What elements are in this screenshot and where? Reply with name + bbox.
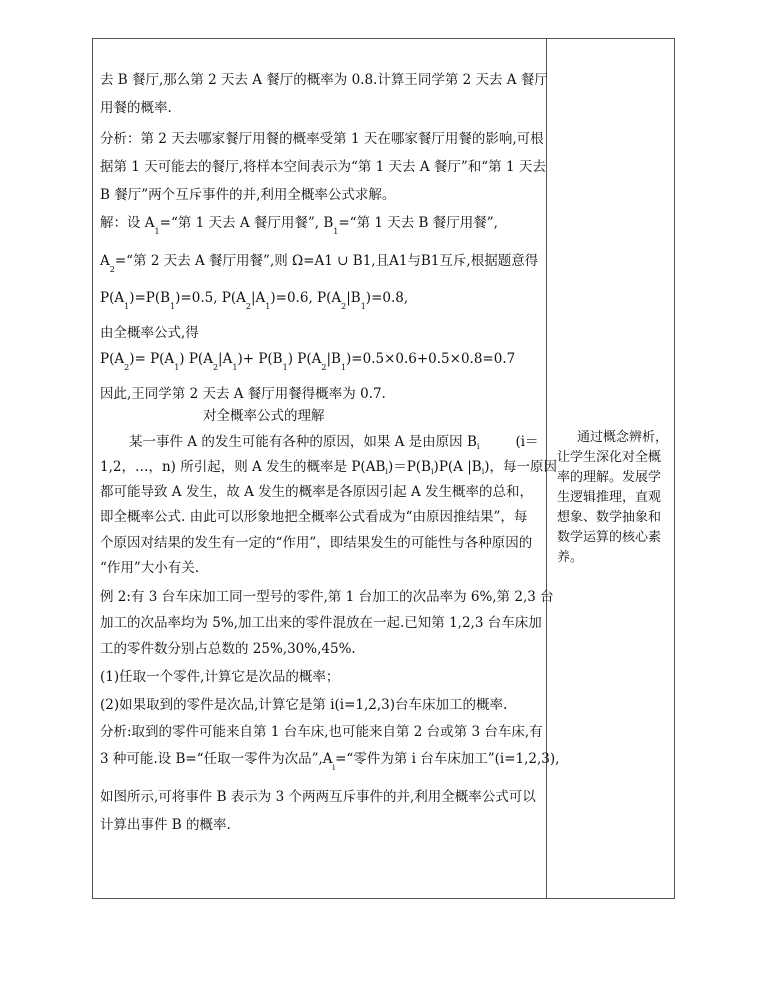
- text-run: |A: [250, 290, 266, 306]
- text-line: [100, 251, 538, 273]
- subscript: i: [476, 442, 480, 451]
- text-line: 即全概率公式. 由此可以形象地把全概率公式看成为“由原因推结果”，每: [100, 509, 528, 525]
- subscript: i: [332, 763, 336, 772]
- text-line: 加工的次品率均为 5%,加工出来的零件混放在一起.已知第 1,2,3 台车床加: [100, 615, 542, 631]
- text-line: 由全概率公式,得: [100, 325, 199, 341]
- text-run: )=0.5, P(A: [175, 290, 246, 306]
- text-line: 例 2:有 3 台车床加工同一型号的零件,第 1 台加工的次品率为 6%,第 2,3 台: [100, 589, 554, 605]
- text-run: )P(A |B: [433, 459, 482, 475]
- text-run: |A: [218, 351, 233, 367]
- text-line: [100, 457, 557, 479]
- subscript: 1: [232, 363, 238, 372]
- note-line: 生逻辑推理，直观: [557, 490, 662, 505]
- text-line: “作用”大小有关.: [100, 560, 200, 576]
- text-line: 工的零件数分别占总数的 25%,30%,45%.: [100, 641, 356, 657]
- text-run: =“零件为第 i 台车床加工”(i=1,2,3),: [335, 751, 560, 767]
- subscript: 2: [124, 363, 130, 372]
- subscript: 1: [265, 302, 271, 311]
- subscript: i: [385, 467, 388, 476]
- text-line: 因此,王同学第 2 天去 A 餐厅用餐得概率为 0.7.: [100, 386, 386, 402]
- text-run: |B: [346, 290, 361, 306]
- note-line: 养。: [557, 550, 584, 565]
- text-line: 据第 1 天可能去的餐厅,将样本空间表示为“第 1 天去 A 餐厅”和“第 1 天去: [100, 159, 546, 175]
- lesson-table: [92, 38, 675, 899]
- note-line: 通过概念辨析，: [577, 430, 669, 445]
- text-run: )，每一原因: [484, 459, 558, 475]
- subscript: 1: [360, 302, 366, 311]
- subscript: 1: [154, 227, 160, 236]
- text-line: [100, 213, 498, 235]
- text-run: =“第 1 天去 B 餐厅用餐”,: [338, 215, 498, 231]
- text-line: 分析:取到的零件可能来自第 1 台车床,也可能来自第 2 台或第 3 台车床,有: [100, 724, 543, 740]
- subscript: 2: [341, 302, 347, 311]
- note-line: 率的理解。发展学: [557, 470, 662, 485]
- subscript: 1: [170, 302, 176, 311]
- text-line: 个原因对结果的发生有一定的“作用”，即结果发生的可能性与各种原因的: [100, 535, 533, 551]
- text-line: [100, 749, 559, 771]
- subscript: 1: [174, 363, 180, 372]
- text-run: )= P(A: [129, 351, 175, 367]
- text-run: P(A: [100, 290, 125, 306]
- text-run: P(A: [100, 351, 125, 367]
- text-run: 某一事件 A 的发生可能有各种的原因，如果 A 是由原因 B: [129, 434, 477, 450]
- text-line: 用餐的概率.: [100, 100, 172, 116]
- subscript: 2: [212, 363, 219, 372]
- subscript: i: [481, 467, 485, 476]
- text-run: 解：设 A: [100, 215, 155, 231]
- text-run: )+ P(B: [237, 351, 283, 367]
- text-run: ) P(A: [287, 351, 322, 367]
- text-line: (1)任取一个零件,计算它是次品的概率；: [100, 669, 340, 685]
- note-line: 数学运算的核心素: [557, 530, 662, 545]
- subscript: 1: [282, 363, 288, 372]
- text-run: |B: [326, 351, 341, 367]
- text-line: 计算出事件 B 的概率.: [100, 817, 231, 833]
- formula-line: [100, 288, 408, 310]
- text-line: 分析：第 2 天去哪家餐厅用餐的概率受第 1 天在哪家餐厅用餐的影响,可根: [100, 131, 544, 147]
- section-heading: 对全概率公式的理解: [203, 408, 325, 424]
- subscript: 1: [340, 363, 347, 372]
- subscript: i: [430, 467, 434, 476]
- subscript: 2: [109, 265, 115, 274]
- text-run: )=0.8,: [365, 290, 409, 306]
- text-run: 3 种可能.设 B=“任取一零件为次品”,A: [100, 751, 333, 767]
- formula-line: [100, 349, 515, 371]
- text-line: (2)如果取到的零件是次品,计算它是第 i(i=1,2,3)台车床加工的概率.: [100, 697, 508, 713]
- text-run: )=0.5×0.6+0.5×0.8=0.7: [346, 351, 516, 367]
- subscript: 1: [124, 302, 130, 311]
- text-run: (i＝: [515, 434, 539, 450]
- text-run: )=0.6, P(A: [270, 290, 342, 306]
- text-run: )=P(B: [129, 290, 171, 306]
- note-line: 想象、数学抽象和: [557, 510, 662, 525]
- text-line: 如图所示,可将事件 B 表示为 3 个两两互斥事件的并,利用全概率公式可以: [100, 789, 536, 805]
- subscript: 1: [333, 227, 339, 236]
- text-line: 都可能导致 A 发生，故 A 发生的概率是各原因引起 A 发生概率的总和，: [100, 484, 533, 500]
- text-line: 去 B 餐厅,那么第 2 天去 A 餐厅的概率为 0.8.计算王同学第 2 天去 A 餐厅: [100, 72, 548, 88]
- note-line: 让学生深化对全概: [557, 450, 662, 465]
- text-run: ) P(A: [179, 351, 213, 367]
- text-line: B 餐厅”两个互斥事件的并,利用全概率公式求解。: [100, 187, 396, 203]
- subscript: 2: [321, 363, 327, 372]
- text-run: =“第 2 天去 A 餐厅用餐”,则 Ω=A1 ∪ B1,且A1与B1互斥,根据题意得: [114, 253, 539, 269]
- subscript: 2: [245, 302, 251, 311]
- text-run: =“第 1 天去 A 餐厅用餐”, B: [159, 215, 334, 231]
- text-run: )＝P(B: [387, 459, 431, 475]
- text-line: [129, 432, 539, 454]
- text-run: A: [100, 253, 110, 269]
- text-run: 1,2，…，n) 所引起，则 A 发生的概率是 P(AB: [100, 459, 386, 475]
